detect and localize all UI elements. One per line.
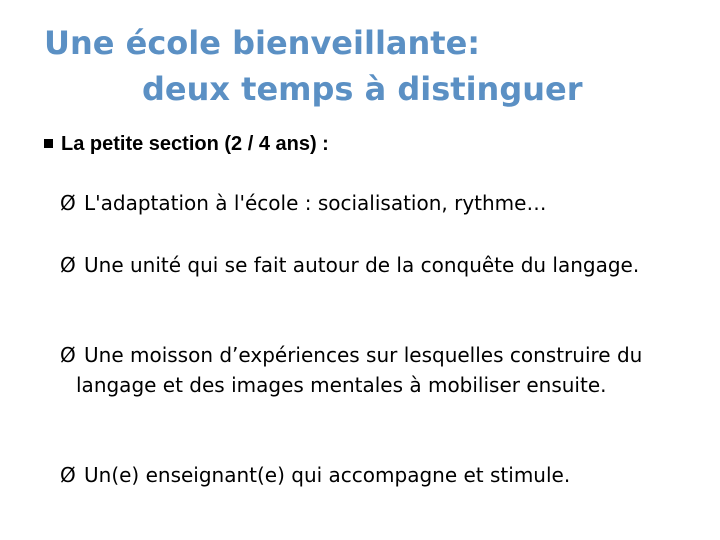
slide-title <box>44 20 684 112</box>
list-item-text: Une moisson d’expériences sur lesquelles construire du langage et des images mentales à mobiliser ensuite. <box>76 343 643 397</box>
list-item <box>60 250 700 280</box>
list-item <box>60 188 700 218</box>
arrow-bullet-icon: Ø <box>60 463 76 487</box>
list-item <box>60 460 700 490</box>
arrow-bullet-icon: Ø <box>60 253 76 277</box>
list-item-text: L'adaptation à l'école : socialisation, rythme… <box>84 191 547 215</box>
arrow-bullet-icon: Ø <box>60 191 76 215</box>
title-line-1: Une école bienveillante: <box>44 24 481 62</box>
list-item-text: Une unité qui se fait autour de la conquête du langage. <box>84 253 640 277</box>
section-heading <box>44 130 329 158</box>
list-item <box>60 340 700 400</box>
arrow-bullet-icon: Ø <box>60 343 76 367</box>
list-item-text: Un(e) enseignant(e) qui accompagne et stimule. <box>84 463 571 487</box>
square-bullet-icon <box>44 139 53 148</box>
section-label: La petite section (2 / 4 ans) : <box>61 133 329 155</box>
title-line-2: deux temps à distinguer <box>142 70 583 108</box>
